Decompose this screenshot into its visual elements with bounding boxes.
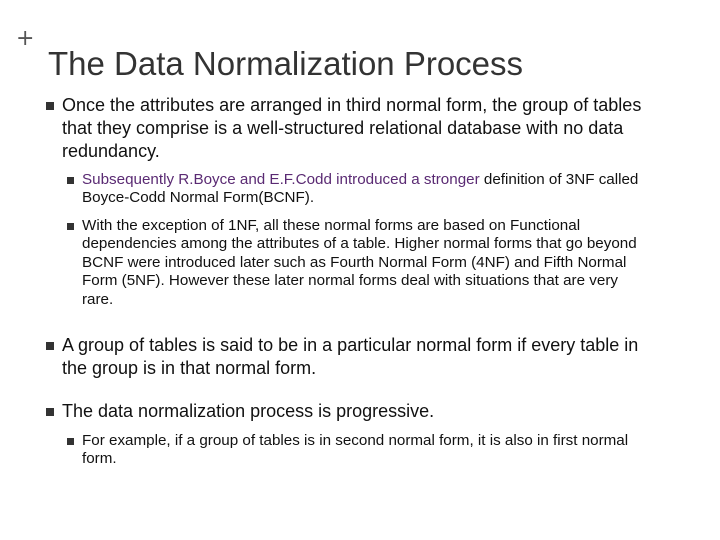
- bullet-1-text: Once the attributes are arranged in third normal form, the group of tables that they comprise is a well-structured relational database with no data redundancy.: [62, 95, 642, 161]
- sub-bullet-square-icon: [67, 438, 74, 445]
- sub-bullet-3-1-text: For example, if a group of tables is in second normal form, it is also in first normal form.: [82, 432, 629, 468]
- sub-bullet-square-icon: [67, 223, 74, 230]
- sub-bullet-1-1-line1: Subsequently R.Boyce and E.F.Codd introduced a stronger: [82, 171, 480, 188]
- bullet-3-text: The data normalization process is progressive.: [62, 401, 435, 421]
- sub-bullet-1-2-text: With the exception of 1NF, all these normal forms are based on Functional dependencies among the attributes of a table. Higher normal forms that go beyond BCNF were introduced later such as Fourth Normal Form (4NF) and Fifth Normal Form (5NF). However these later normal forms deal with situations that are very rare.: [82, 217, 637, 308]
- plus-icon: +: [16, 26, 35, 51]
- sub-bullet-square-icon: [67, 177, 74, 184]
- sub-bullet-1-1-line2: definition of 3NF called Boyce-Codd Normal Form(BCNF).: [82, 171, 639, 207]
- bullet-square-icon: [46, 342, 54, 350]
- sub-bullet-1-1-text: [82, 171, 642, 208]
- slide-title: The Data Normalization Process: [48, 45, 524, 82]
- bullet-2-text: A group of tables is said to be in a particular normal form if every table in the group is in that normal form.: [62, 335, 639, 378]
- bullet-square-icon: [46, 102, 54, 110]
- bullet-square-icon: [46, 408, 54, 416]
